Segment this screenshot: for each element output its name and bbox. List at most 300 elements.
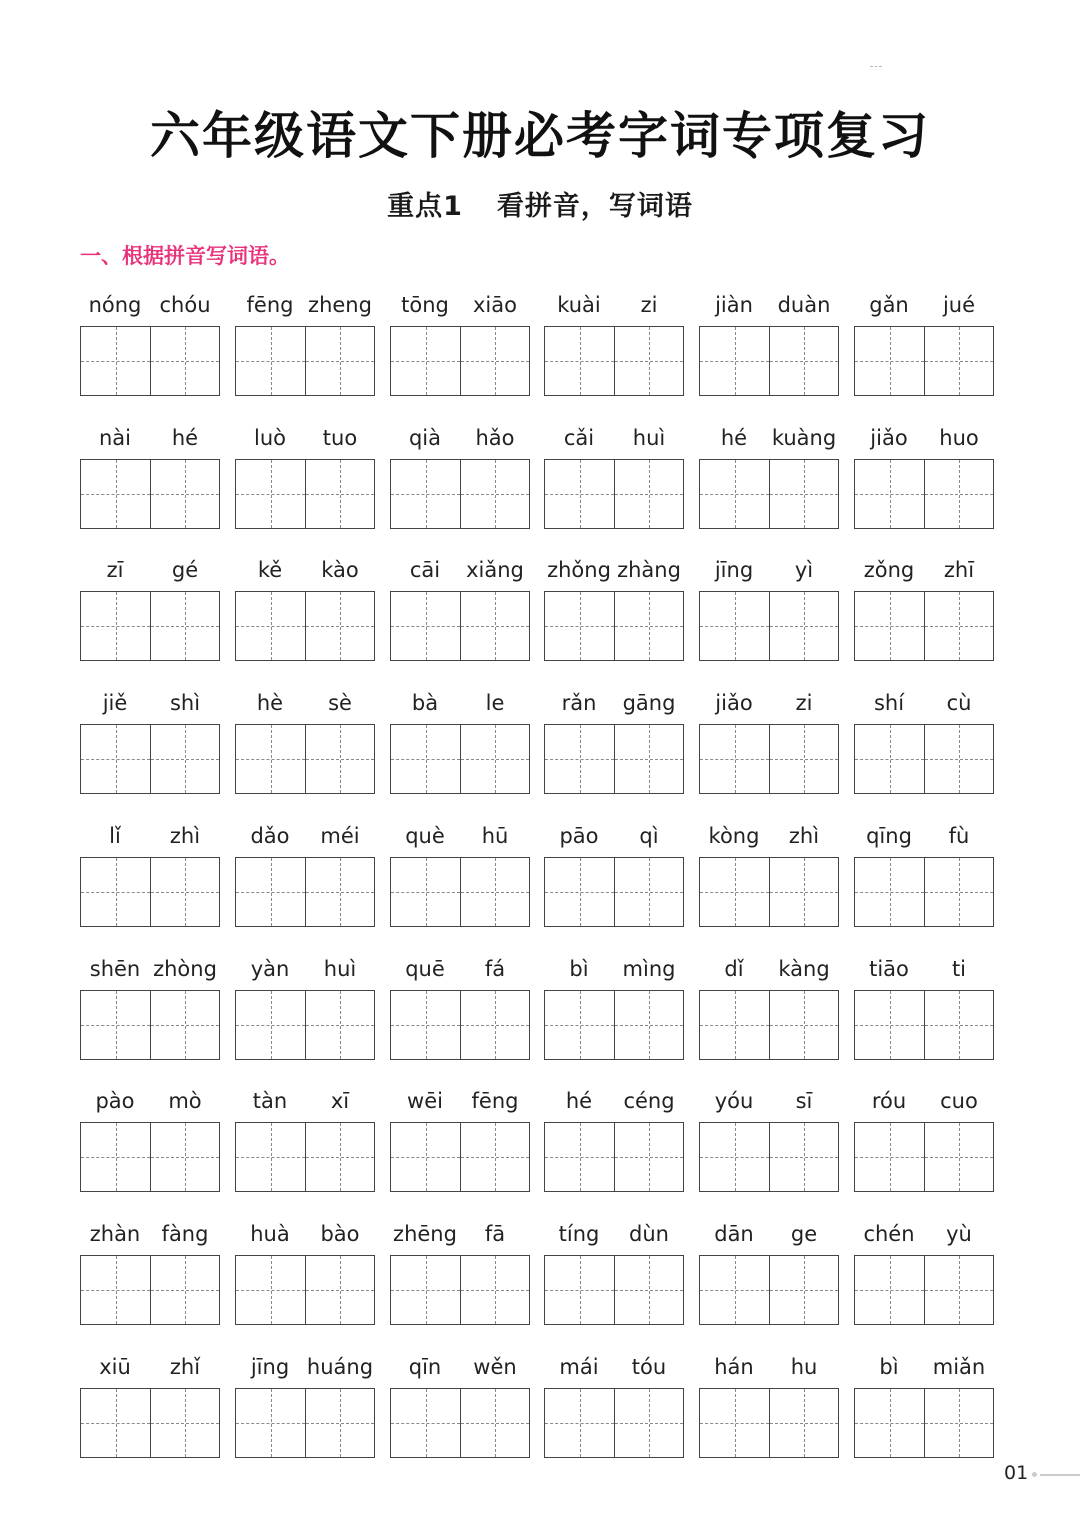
pinyin-label: chóu bbox=[159, 293, 211, 317]
pinyin-label: jiǎo bbox=[715, 691, 753, 715]
pinyin-label: hé bbox=[720, 426, 748, 450]
word-item bbox=[854, 952, 996, 1064]
character-cell[interactable] bbox=[700, 1389, 769, 1457]
exercise-row bbox=[80, 1350, 1000, 1462]
pinyin-label: hé bbox=[565, 1089, 593, 1113]
character-cell[interactable] bbox=[545, 1389, 614, 1457]
character-cell[interactable] bbox=[855, 327, 924, 395]
pinyin-label: zi bbox=[640, 293, 658, 317]
word-item bbox=[390, 1084, 532, 1196]
pinyin-label: huo bbox=[939, 426, 979, 450]
character-cell[interactable] bbox=[700, 991, 769, 1059]
writing-box bbox=[235, 591, 375, 661]
writing-box bbox=[235, 1255, 375, 1325]
word-item bbox=[80, 1217, 222, 1329]
pinyin-label: mìng bbox=[622, 957, 676, 981]
character-cell[interactable] bbox=[236, 327, 305, 395]
character-cell[interactable] bbox=[700, 1123, 769, 1191]
writing-box bbox=[699, 459, 839, 529]
character-cell[interactable] bbox=[924, 991, 993, 1059]
character-cell[interactable] bbox=[924, 327, 993, 395]
word-item bbox=[544, 952, 686, 1064]
character-cell[interactable] bbox=[769, 991, 838, 1059]
exercise-row bbox=[80, 288, 1000, 400]
exercise-row bbox=[80, 1084, 1000, 1196]
character-cell[interactable] bbox=[150, 1389, 219, 1457]
page-line bbox=[1040, 1474, 1080, 1476]
pinyin-label: kào bbox=[321, 558, 359, 582]
character-cell[interactable] bbox=[924, 460, 993, 528]
character-cell[interactable] bbox=[150, 725, 219, 793]
character-cell[interactable] bbox=[150, 327, 219, 395]
pinyin-label: zhòng bbox=[153, 957, 217, 981]
word-item bbox=[854, 553, 996, 665]
word-item bbox=[699, 686, 841, 798]
character-cell[interactable] bbox=[924, 858, 993, 926]
pinyin-label: céng bbox=[623, 1089, 675, 1113]
writing-box bbox=[854, 591, 994, 661]
exercise-row bbox=[80, 952, 1000, 1064]
writing-box bbox=[854, 459, 994, 529]
pinyin-label: wěn bbox=[473, 1355, 517, 1379]
character-cell[interactable] bbox=[236, 592, 305, 660]
page-dot bbox=[1032, 1472, 1037, 1477]
writing-box bbox=[854, 857, 994, 927]
character-cell[interactable] bbox=[305, 991, 374, 1059]
character-cell[interactable] bbox=[855, 725, 924, 793]
writing-box bbox=[854, 990, 994, 1060]
character-cell[interactable] bbox=[391, 592, 460, 660]
character-cell[interactable] bbox=[460, 991, 529, 1059]
character-cell[interactable] bbox=[700, 460, 769, 528]
pinyin-label: hán bbox=[714, 1355, 754, 1379]
word-item bbox=[390, 1350, 532, 1462]
pinyin-label: sī bbox=[795, 1089, 813, 1113]
character-cell[interactable] bbox=[545, 327, 614, 395]
pinyin-label: xī bbox=[330, 1089, 350, 1113]
pinyin-label: sè bbox=[328, 691, 352, 715]
character-cell[interactable] bbox=[855, 858, 924, 926]
writing-box bbox=[80, 1122, 220, 1192]
pinyin-label: nài bbox=[98, 426, 131, 450]
character-cell[interactable] bbox=[614, 725, 683, 793]
character-cell[interactable] bbox=[81, 460, 150, 528]
writing-box bbox=[544, 459, 684, 529]
word-item bbox=[235, 553, 377, 665]
word-item bbox=[544, 686, 686, 798]
section-subtitle bbox=[0, 184, 1080, 223]
word-item bbox=[544, 1084, 686, 1196]
character-cell[interactable] bbox=[614, 460, 683, 528]
character-cell[interactable] bbox=[855, 1389, 924, 1457]
character-cell[interactable] bbox=[236, 991, 305, 1059]
writing-box bbox=[390, 1122, 530, 1192]
pinyin-label: zhàn bbox=[89, 1222, 141, 1246]
pinyin-label: kòng bbox=[708, 824, 760, 848]
character-cell[interactable] bbox=[150, 991, 219, 1059]
writing-box bbox=[544, 990, 684, 1060]
character-cell[interactable] bbox=[460, 460, 529, 528]
pinyin-label: bào bbox=[320, 1222, 360, 1246]
character-cell[interactable] bbox=[545, 1256, 614, 1324]
pinyin-label: mái bbox=[559, 1355, 599, 1379]
pinyin-label: tíng bbox=[558, 1222, 600, 1246]
character-cell[interactable] bbox=[855, 991, 924, 1059]
character-cell[interactable] bbox=[236, 460, 305, 528]
pinyin-label: quē bbox=[405, 957, 445, 981]
word-item bbox=[235, 819, 377, 931]
word-item bbox=[235, 1084, 377, 1196]
character-cell[interactable] bbox=[545, 725, 614, 793]
writing-box bbox=[854, 1388, 994, 1458]
subtitle-task: 看拼音，写词语 bbox=[496, 191, 693, 222]
character-cell[interactable] bbox=[236, 858, 305, 926]
word-item bbox=[80, 288, 222, 400]
character-cell[interactable] bbox=[460, 327, 529, 395]
character-cell[interactable] bbox=[305, 1256, 374, 1324]
pinyin-label: qì bbox=[639, 824, 659, 848]
character-cell[interactable] bbox=[700, 1256, 769, 1324]
character-cell[interactable] bbox=[81, 858, 150, 926]
word-item bbox=[544, 553, 686, 665]
writing-box bbox=[544, 857, 684, 927]
character-cell[interactable] bbox=[700, 592, 769, 660]
word-item bbox=[699, 952, 841, 1064]
character-cell[interactable] bbox=[614, 592, 683, 660]
pinyin-label: cǎi bbox=[563, 426, 595, 450]
character-cell[interactable] bbox=[150, 460, 219, 528]
word-item bbox=[544, 1350, 686, 1462]
pinyin-label: pào bbox=[95, 1089, 135, 1113]
pinyin-label: tóu bbox=[631, 1355, 667, 1379]
character-cell[interactable] bbox=[769, 725, 838, 793]
character-cell[interactable] bbox=[924, 1123, 993, 1191]
word-item bbox=[235, 1217, 377, 1329]
pinyin-label: duàn bbox=[777, 293, 831, 317]
character-cell[interactable] bbox=[769, 327, 838, 395]
pinyin-label: lǐ bbox=[109, 824, 121, 848]
character-cell[interactable] bbox=[769, 1123, 838, 1191]
character-cell[interactable] bbox=[855, 1256, 924, 1324]
character-cell[interactable] bbox=[545, 1123, 614, 1191]
character-cell[interactable] bbox=[81, 1389, 150, 1457]
word-item bbox=[544, 288, 686, 400]
exercise-row bbox=[80, 553, 1000, 665]
character-cell[interactable] bbox=[855, 1123, 924, 1191]
pinyin-label: méi bbox=[320, 824, 360, 848]
pinyin-label: kě bbox=[257, 558, 283, 582]
pinyin-label: gāng bbox=[622, 691, 676, 715]
word-item bbox=[80, 819, 222, 931]
character-cell[interactable] bbox=[305, 327, 374, 395]
pinyin-label: shí bbox=[873, 691, 905, 715]
writing-box bbox=[80, 857, 220, 927]
pinyin-label: shì bbox=[169, 691, 201, 715]
exercise-row bbox=[80, 819, 1000, 931]
pinyin-label: zǒng bbox=[863, 558, 915, 582]
character-cell[interactable] bbox=[924, 725, 993, 793]
character-cell[interactable] bbox=[614, 1389, 683, 1457]
word-item bbox=[699, 1084, 841, 1196]
writing-box bbox=[235, 1388, 375, 1458]
word-item bbox=[699, 288, 841, 400]
character-cell[interactable] bbox=[460, 1123, 529, 1191]
character-cell[interactable] bbox=[305, 858, 374, 926]
word-item bbox=[699, 1217, 841, 1329]
word-item bbox=[854, 1084, 996, 1196]
character-cell[interactable] bbox=[700, 725, 769, 793]
word-item bbox=[699, 819, 841, 931]
character-cell[interactable] bbox=[391, 327, 460, 395]
character-cell[interactable] bbox=[391, 1389, 460, 1457]
pinyin-label: nóng bbox=[88, 293, 142, 317]
word-item bbox=[390, 819, 532, 931]
word-item bbox=[235, 1350, 377, 1462]
character-cell[interactable] bbox=[700, 858, 769, 926]
pinyin-label: bì bbox=[879, 1355, 899, 1379]
word-item bbox=[854, 421, 996, 533]
pinyin-label: zhì bbox=[169, 824, 201, 848]
character-cell[interactable] bbox=[769, 592, 838, 660]
pinyin-label: dùn bbox=[629, 1222, 669, 1246]
writing-box bbox=[235, 459, 375, 529]
exercise-row bbox=[80, 1217, 1000, 1329]
writing-box bbox=[390, 459, 530, 529]
pinyin-label: xiū bbox=[99, 1355, 131, 1379]
pinyin-label: gé bbox=[171, 558, 199, 582]
character-cell[interactable] bbox=[391, 1256, 460, 1324]
pinyin-label: hè bbox=[256, 691, 284, 715]
word-item bbox=[699, 421, 841, 533]
character-cell[interactable] bbox=[150, 858, 219, 926]
word-item bbox=[699, 553, 841, 665]
word-item bbox=[390, 553, 532, 665]
writing-box bbox=[390, 857, 530, 927]
pinyin-label: rǎn bbox=[561, 691, 597, 715]
character-cell[interactable] bbox=[460, 592, 529, 660]
character-cell[interactable] bbox=[614, 1256, 683, 1324]
word-item bbox=[235, 686, 377, 798]
writing-box bbox=[235, 857, 375, 927]
writing-box bbox=[80, 724, 220, 794]
writing-box bbox=[390, 1388, 530, 1458]
pinyin-label: dǎo bbox=[250, 824, 290, 848]
word-item bbox=[854, 1217, 996, 1329]
writing-box bbox=[699, 326, 839, 396]
character-cell[interactable] bbox=[545, 460, 614, 528]
character-cell[interactable] bbox=[391, 1123, 460, 1191]
character-cell[interactable] bbox=[614, 858, 683, 926]
character-cell[interactable] bbox=[81, 592, 150, 660]
writing-box bbox=[544, 1388, 684, 1458]
pinyin-label: jīng bbox=[250, 1355, 290, 1379]
writing-box bbox=[544, 724, 684, 794]
character-cell[interactable] bbox=[391, 858, 460, 926]
pinyin-label: róu bbox=[871, 1089, 907, 1113]
pinyin-label: fàng bbox=[161, 1222, 209, 1246]
writing-box bbox=[699, 1388, 839, 1458]
character-cell[interactable] bbox=[614, 327, 683, 395]
writing-box bbox=[390, 326, 530, 396]
character-cell[interactable] bbox=[460, 858, 529, 926]
character-cell[interactable] bbox=[460, 1256, 529, 1324]
exercise-row bbox=[80, 421, 1000, 533]
writing-box bbox=[854, 1122, 994, 1192]
pinyin-label: dān bbox=[714, 1222, 754, 1246]
writing-box bbox=[854, 1255, 994, 1325]
character-cell[interactable] bbox=[924, 1389, 993, 1457]
pinyin-label: kàng bbox=[778, 957, 830, 981]
word-item bbox=[544, 421, 686, 533]
pinyin-label: zhǒng bbox=[547, 558, 611, 582]
pinyin-label: jiǎo bbox=[870, 426, 908, 450]
character-cell[interactable] bbox=[305, 592, 374, 660]
word-item bbox=[80, 1084, 222, 1196]
pinyin-label: hu bbox=[790, 1355, 818, 1379]
pinyin-label: fēng bbox=[471, 1089, 519, 1113]
exercise-row bbox=[80, 686, 1000, 798]
pinyin-label: tōng bbox=[401, 293, 449, 317]
pinyin-label: qīn bbox=[408, 1355, 442, 1379]
character-cell[interactable] bbox=[769, 858, 838, 926]
writing-box bbox=[854, 326, 994, 396]
exercise-instruction: 一、根据拼音写词语。 bbox=[80, 244, 290, 268]
pinyin-label: fá bbox=[484, 957, 506, 981]
writing-box bbox=[80, 459, 220, 529]
character-cell[interactable] bbox=[81, 1256, 150, 1324]
word-item bbox=[235, 288, 377, 400]
character-cell[interactable] bbox=[924, 592, 993, 660]
pinyin-label: què bbox=[405, 824, 445, 848]
character-cell[interactable] bbox=[700, 327, 769, 395]
pinyin-label: qià bbox=[408, 426, 442, 450]
character-cell[interactable] bbox=[545, 592, 614, 660]
pinyin-label: zheng bbox=[308, 293, 372, 317]
pinyin-label: chén bbox=[863, 1222, 915, 1246]
character-cell[interactable] bbox=[150, 592, 219, 660]
pinyin-label: qīng bbox=[866, 824, 912, 848]
writing-box bbox=[80, 990, 220, 1060]
pinyin-label: wēi bbox=[407, 1089, 443, 1113]
pinyin-label: ge bbox=[790, 1222, 818, 1246]
pinyin-label: huáng bbox=[306, 1355, 374, 1379]
pinyin-label: cù bbox=[946, 691, 972, 715]
word-item bbox=[390, 421, 532, 533]
character-cell[interactable] bbox=[81, 327, 150, 395]
writing-box bbox=[699, 591, 839, 661]
pinyin-label: mò bbox=[168, 1089, 202, 1113]
pinyin-label: huì bbox=[323, 957, 357, 981]
pinyin-label: luò bbox=[254, 426, 286, 450]
pinyin-label: miǎn bbox=[932, 1355, 986, 1379]
word-item bbox=[235, 421, 377, 533]
pinyin-label: kuài bbox=[557, 293, 601, 317]
pinyin-label: zhàng bbox=[617, 558, 681, 582]
pinyin-label: fù bbox=[948, 824, 970, 848]
pinyin-label: fā bbox=[484, 1222, 506, 1246]
pinyin-label: cuo bbox=[940, 1089, 978, 1113]
character-cell[interactable] bbox=[150, 1256, 219, 1324]
character-cell[interactable] bbox=[305, 460, 374, 528]
word-item bbox=[854, 1350, 996, 1462]
writing-box bbox=[854, 724, 994, 794]
pinyin-label: dǐ bbox=[724, 957, 744, 981]
pinyin-label: tuo bbox=[322, 426, 358, 450]
character-cell[interactable] bbox=[391, 725, 460, 793]
pinyin-label: jiàn bbox=[715, 293, 753, 317]
character-cell[interactable] bbox=[81, 991, 150, 1059]
character-cell[interactable] bbox=[769, 1256, 838, 1324]
writing-box bbox=[699, 1122, 839, 1192]
character-cell[interactable] bbox=[460, 725, 529, 793]
writing-box bbox=[544, 591, 684, 661]
character-cell[interactable] bbox=[460, 1389, 529, 1457]
writing-box bbox=[80, 326, 220, 396]
pinyin-label: cāi bbox=[409, 558, 441, 582]
pinyin-label: hé bbox=[171, 426, 199, 450]
character-cell[interactable] bbox=[614, 991, 683, 1059]
pinyin-label: zhī bbox=[943, 558, 975, 582]
word-item bbox=[544, 819, 686, 931]
pinyin-label: ti bbox=[951, 957, 967, 981]
pinyin-label: huà bbox=[250, 1222, 290, 1246]
pinyin-label: fēng bbox=[246, 293, 294, 317]
character-cell[interactable] bbox=[150, 1123, 219, 1191]
character-cell[interactable] bbox=[236, 1123, 305, 1191]
writing-box bbox=[544, 1122, 684, 1192]
writing-box bbox=[390, 990, 530, 1060]
character-cell[interactable] bbox=[545, 991, 614, 1059]
pinyin-label: jiě bbox=[102, 691, 128, 715]
word-item bbox=[854, 819, 996, 931]
writing-box bbox=[544, 326, 684, 396]
character-cell[interactable] bbox=[855, 460, 924, 528]
writing-box bbox=[544, 1255, 684, 1325]
writing-box bbox=[235, 724, 375, 794]
character-cell[interactable] bbox=[769, 460, 838, 528]
word-item bbox=[80, 686, 222, 798]
word-item bbox=[80, 1350, 222, 1462]
character-cell[interactable] bbox=[305, 1389, 374, 1457]
character-cell[interactable] bbox=[391, 991, 460, 1059]
character-cell[interactable] bbox=[391, 460, 460, 528]
word-item bbox=[390, 952, 532, 1064]
pinyin-label: tàn bbox=[252, 1089, 288, 1113]
character-cell[interactable] bbox=[855, 592, 924, 660]
word-item bbox=[80, 952, 222, 1064]
character-cell[interactable] bbox=[81, 725, 150, 793]
word-item bbox=[235, 952, 377, 1064]
writing-box bbox=[699, 857, 839, 927]
character-cell[interactable] bbox=[545, 858, 614, 926]
pinyin-label: zhǐ bbox=[169, 1355, 201, 1379]
character-cell[interactable] bbox=[614, 1123, 683, 1191]
character-cell[interactable] bbox=[924, 1256, 993, 1324]
writing-box bbox=[235, 990, 375, 1060]
pinyin-label: xiǎng bbox=[466, 558, 524, 582]
character-cell[interactable] bbox=[236, 1389, 305, 1457]
character-cell[interactable] bbox=[305, 1123, 374, 1191]
character-cell[interactable] bbox=[236, 1256, 305, 1324]
pinyin-label: jīng bbox=[714, 558, 754, 582]
pinyin-label: huì bbox=[632, 426, 666, 450]
subtitle-key-point: 重点1 bbox=[387, 191, 463, 222]
character-cell[interactable] bbox=[81, 1123, 150, 1191]
pinyin-label: jué bbox=[942, 293, 976, 317]
character-cell[interactable] bbox=[236, 725, 305, 793]
character-cell[interactable] bbox=[305, 725, 374, 793]
character-cell[interactable] bbox=[769, 1389, 838, 1457]
